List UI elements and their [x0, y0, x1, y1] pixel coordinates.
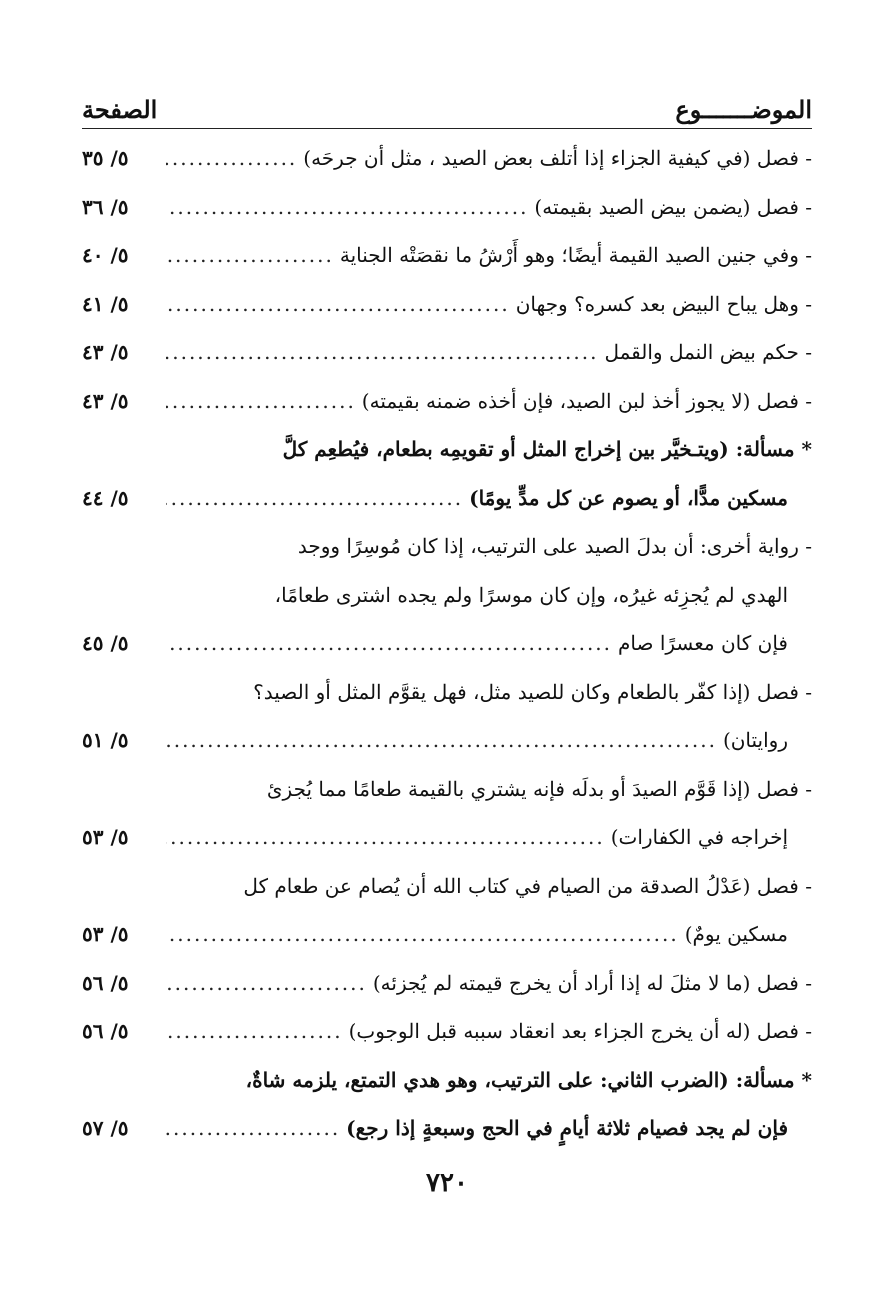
- leader-dots: [166, 377, 356, 426]
- toc-entry-page: ٥/ ٥٧: [82, 1116, 129, 1140]
- toc-entry-text: - فصل (عَدْلُ الصدقة من الصيام في كتاب الله أن يُصام عن طعام كل: [243, 873, 812, 898]
- toc-entry-page: ٥/ ٣٦: [82, 194, 129, 219]
- toc-entry-text: فإن لم يجد فصيام ثلاثة أيامٍ في الحج وسبعةٍ إذا رجع): [346, 1116, 788, 1140]
- leader-dots: [166, 183, 528, 232]
- toc-entry: [82, 377, 812, 426]
- toc-entry-page: ٥/ ٤٣: [82, 340, 129, 364]
- toc-entry: [82, 813, 812, 862]
- page-number: ٧٢٠: [426, 1168, 468, 1198]
- toc-entry: [82, 134, 812, 183]
- leader-dots: [166, 474, 463, 523]
- toc-entry-text: - رواية أخرى: أن بدلَ الصيد على الترتيب، إذا كان مُوسِرًا ووجد: [297, 534, 812, 558]
- leader-dots: [166, 619, 612, 668]
- toc-entry-text: روايتان): [722, 728, 788, 752]
- leader-dots: [166, 1007, 343, 1056]
- toc-entry-page: ٥/ ٥٣: [82, 922, 129, 946]
- toc-entry-page: ٥/ ٤٤: [82, 485, 129, 510]
- toc-entry: [82, 1104, 812, 1153]
- toc-entry-page: ٥/ ٥٣: [82, 825, 129, 849]
- toc-entry-page: ٥/ ٥١: [82, 728, 129, 752]
- toc-entry-page: ٥/ ٣٥: [82, 146, 129, 170]
- leader-dots: [166, 813, 605, 862]
- toc-entry-text: - فصل (إذا كفّر بالطعام وكان للصيد مثل، فهل يقوَّم المثل أو الصيد؟: [253, 679, 812, 704]
- leader-dots: [166, 280, 510, 329]
- toc-entry-page: ٥/ ٤٠: [82, 243, 129, 267]
- leader-dots: [166, 231, 334, 280]
- toc-entry-text: - وهل يباح البيض بعد كسره؟ وجهان: [515, 291, 812, 316]
- toc-entry-text: - فصل (يضمن بيض الصيد بقيمته): [534, 194, 812, 219]
- toc-entry: [82, 1007, 812, 1056]
- topic-heading: الموضـــــــوع: [675, 95, 812, 124]
- toc-entry-text: - فصل (في كيفية الجزاء إذا أتلف بعض الصيد ، مثل أن جرحَه): [303, 146, 812, 170]
- leader-dots: [166, 1104, 340, 1153]
- toc-entry: [82, 716, 812, 765]
- toc-entry: [82, 1056, 812, 1105]
- toc-entry: [82, 765, 812, 814]
- toc-entry-text: مسكين مدًّا، أو يصوم عن كل مدٍّ يومًا): [469, 485, 788, 510]
- toc-entry: [82, 910, 812, 959]
- toc-entry: [82, 862, 812, 911]
- toc-entry: [82, 425, 812, 474]
- toc-entry: [82, 183, 812, 232]
- toc-entry-text: - حكم بيض النمل والقمل: [604, 340, 812, 364]
- toc-entry: [82, 280, 812, 329]
- toc-page: [82, 0, 812, 1290]
- toc-entry-text: الهدي لم يُجزِئه غيرُه، وإن كان موسرًا ولم يجده اشترى طعامًا،: [274, 582, 788, 607]
- toc-entry-page: ٥/ ٥٦: [82, 1019, 129, 1043]
- toc-entry-page: ٥/ ٤٥: [82, 631, 129, 655]
- leader-dots: [166, 910, 679, 959]
- toc-entry-page: ٥/ ٥٦: [82, 970, 129, 995]
- leader-dots: [166, 959, 367, 1008]
- toc-entry-text: * مسألة: (ويتـخيَّر بين إخراج المثل أو تقويمِه بطعام، فيُطعِم كلَّ: [282, 437, 812, 461]
- toc-entry: [82, 619, 812, 668]
- toc-entry-text: إخراجه في الكفارات): [610, 825, 788, 849]
- toc-list: [82, 134, 812, 1153]
- toc-entry-page: ٥/ ٤١: [82, 291, 129, 316]
- toc-entry-text: - فصل (ما لا مثلَ له إذا أراد أن يخرج قيمته لم يُجزئه): [372, 970, 812, 995]
- toc-entry-text: - فصل (لا يجوز أخذ لبن الصيد، فإن أخذه ضمنه بقيمته): [361, 388, 812, 413]
- toc-entry-text: * مسألة: (الضرب الثاني: على الترتيب، وهو هدي التمتع، يلزمه شاةٌ،: [245, 1067, 812, 1092]
- header-rule: [82, 128, 812, 129]
- toc-entry: [82, 668, 812, 717]
- toc-entry: [82, 231, 812, 280]
- leader-dots: [166, 716, 717, 765]
- toc-entry-text: مسكين يومٌ): [684, 922, 788, 946]
- page-heading: الصفحة: [82, 95, 158, 124]
- toc-entry-text: فإن كان معسرًا صام: [618, 631, 788, 655]
- toc-entry-page: ٥/ ٤٣: [82, 388, 129, 413]
- toc-entry-text: - وفي جنين الصيد القيمة أيضًا؛ وهو أَرْشُ ما نقصَتْه الجناية: [339, 243, 812, 267]
- toc-entry: [82, 474, 812, 523]
- toc-entry: [82, 571, 812, 620]
- leader-dots: [166, 134, 297, 183]
- toc-entry-text: - فصل (إذا قَوَّم الصيدَ أو بدلَه فإنه يشتري بالقيمة طعامًا مما يُجزئ: [266, 776, 812, 801]
- toc-entry-text: - فصل (له أن يخرج الجزاء بعد انعقاد سببه قبل الوجوب): [348, 1019, 812, 1043]
- toc-header: [82, 84, 812, 124]
- leader-dots: [166, 328, 598, 377]
- toc-entry: [82, 522, 812, 571]
- toc-entry: [82, 959, 812, 1008]
- toc-entry: [82, 328, 812, 377]
